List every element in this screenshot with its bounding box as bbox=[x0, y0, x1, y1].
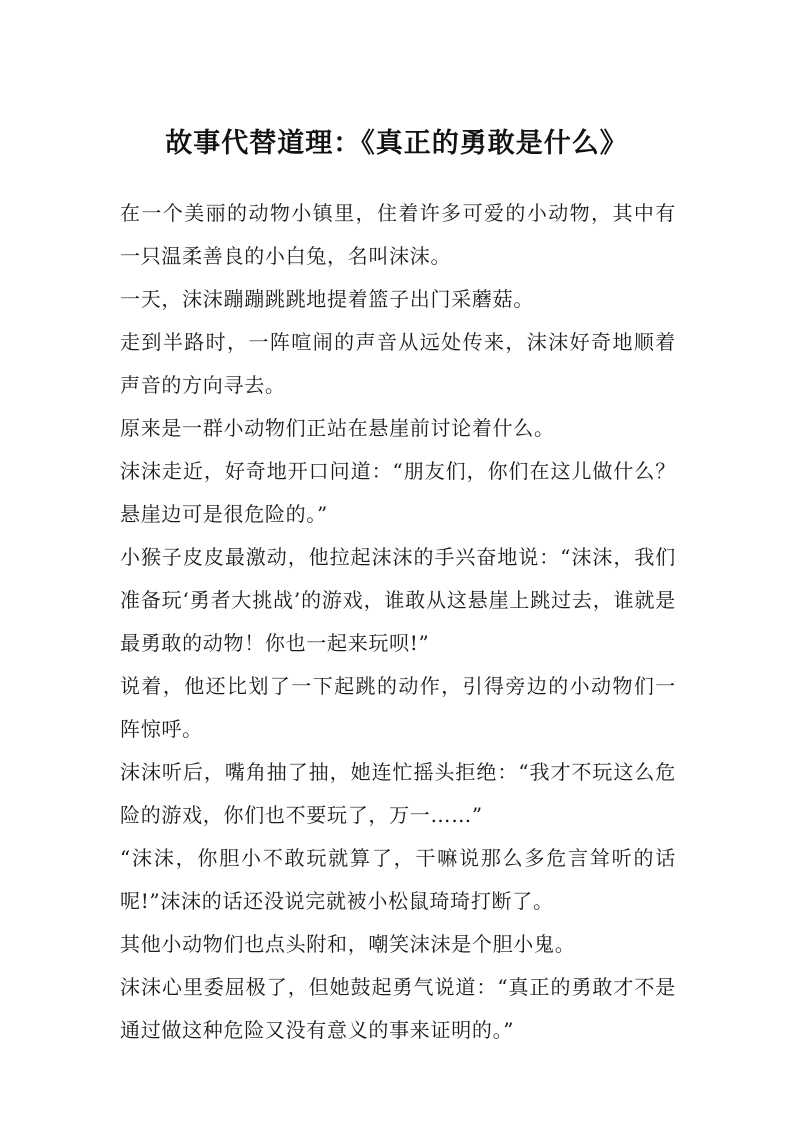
paragraph: 走到半路时，一阵喧闹的声音从远处传来，沫沫好奇地顺着声音的方向寻去。 bbox=[120, 330, 676, 397]
paragraph: 小猴子皮皮最激动，他拉起沫沫的手兴奋地说：“沫沫，我们准备玩‘勇者大挑战’的游戏，谁敢从这悬崖上跳过去，谁就是最勇敢的动物！你也一起来玩呗!” bbox=[120, 545, 676, 655]
paragraph: 其他小动物们也点头附和，嘲笑沫沫是个胆小鬼。 bbox=[120, 932, 576, 956]
paragraph: 沫沫听后，嘴角抽了抽，她连忙摇头拒绝：“我才不玩这么危险的游戏，你们也不要玩了，万一……” bbox=[120, 760, 676, 827]
document-body bbox=[120, 192, 676, 1052]
paragraph: 沫沫走近，好奇地开口问道：“朋友们，你们在这儿做什么？悬崖边可是很危险的。” bbox=[120, 459, 676, 526]
paragraph: “沫沫，你胆小不敢玩就算了，干嘛说那么多危言耸听的话呢!”沫沫的话还没说完就被小松鼠琦琦打断了。 bbox=[120, 846, 676, 913]
paragraph: 沫沫心里委屈极了，但她鼓起勇气说道：“真正的勇敢才不是通过做这种危险又没有意义的事来证明的。” bbox=[120, 975, 676, 1042]
paragraph: 一天，沫沫蹦蹦跳跳地提着篮子出门采蘑菇。 bbox=[120, 287, 534, 311]
document-title: 故事代替道理：《真正的勇敢是什么》 bbox=[165, 128, 628, 159]
paragraph: 在一个美丽的动物小镇里，住着许多可爱的小动物，其中有一只温柔善良的小白兔，名叫沫沫。 bbox=[120, 201, 676, 268]
paragraph: 说着，他还比划了一下起跳的动作，引得旁边的小动物们一阵惊呼。 bbox=[120, 674, 676, 741]
paragraph: 原来是一群小动物们正站在悬崖前讨论着什么。 bbox=[120, 416, 555, 440]
